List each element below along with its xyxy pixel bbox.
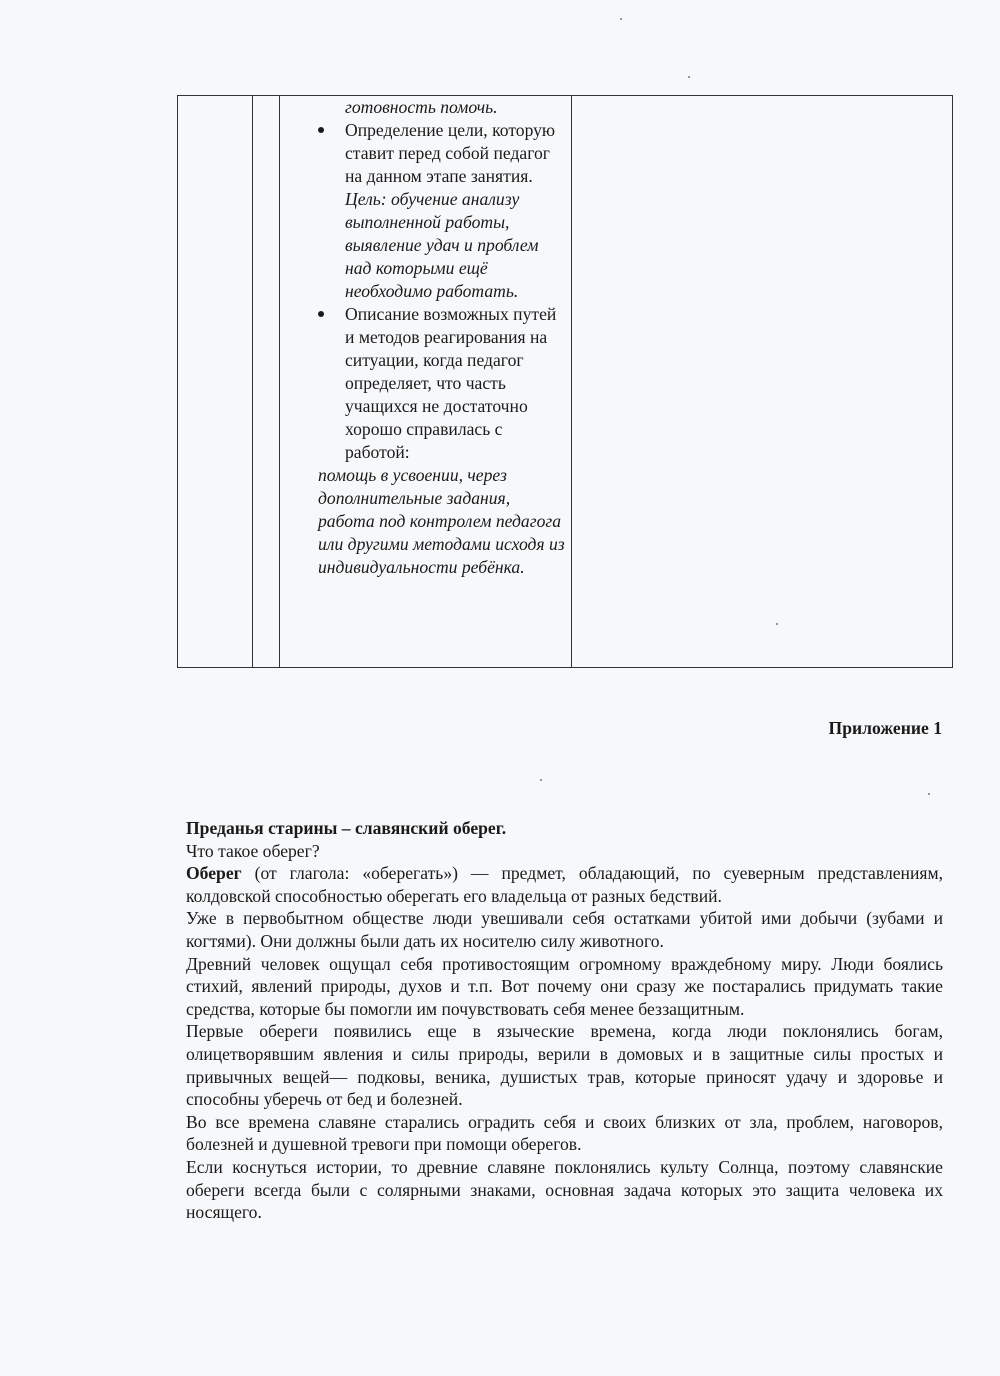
list-item-text: Определение цели, которую ставит перед собой педагог на данном этапе занятия. (345, 120, 556, 186)
bullet-list (284, 119, 566, 464)
list-item (284, 119, 566, 303)
table-column-divider (279, 96, 280, 667)
article-question: Что такое оберег? (186, 840, 320, 861)
paragraph: Если коснуться истории, то древние славяне поклонялись культу Солнца, поэтому славянские обереги всегда были с солярными знаками, основная задача которых это защита человека их носящего. (186, 1156, 943, 1223)
paragraph: Уже в первобытном обществе люди увешивали себя остатками убитой ими добычи (зубами и когтями). Они должны были дать их носителю силу животного. (186, 908, 943, 951)
lesson-table (177, 95, 953, 668)
scan-speck (776, 623, 778, 625)
bullet-icon (318, 127, 324, 133)
appendix-label: Приложение 1 (828, 718, 942, 738)
list-item-text: Описание возможных путей и методов реагирования на ситуации, когда педагог определяет, что часть учащихся не достаточно хорошо справилась с работой: (345, 304, 557, 462)
paragraph: Древний человек ощущал себя противостоящим огромному враждебному миру. Люди боялись стихий, явлений природы, духов и т.п. Вот почему они сразу же постарались придумать такие средства, которые бы помогли им почувствовать себя менее беззащитным. (186, 953, 943, 1019)
definition-paragraph (186, 862, 943, 907)
scan-speck (620, 18, 622, 20)
scan-speck (688, 76, 690, 78)
table-cell-content (284, 96, 566, 579)
article-body (186, 817, 943, 1224)
continued-text: готовность помочь. (345, 97, 498, 117)
scan-speck (540, 779, 542, 781)
definition-term: Оберег (186, 863, 242, 884)
scan-speck (928, 793, 930, 795)
methods-text: помощь в усвоении, через дополнительные задания, работа под контролем педагога или другими методами исходя из индивидуальности ребёнка. (318, 465, 565, 577)
table-column-divider (571, 96, 572, 667)
bullet-icon (318, 311, 324, 317)
definition-text: (от глагола: «оберегать») — предмет, обладающий, по суеверным представлениям, колдовской способностью оберегать его владельца от разных бедствий. (186, 863, 943, 906)
paragraph: Первые обереги появились еще в языческие времена, когда люди поклонялись богам, олицетворявшим явления и силы природы, верили в домовых и в защитные силы простых и привычных вещей— подковы, веника, душистых трав, которые приносят удачу и здоровье и способны уберечь от бед и болезней. (186, 1021, 943, 1110)
list-item-italic: Цель: обучение анализу выполненной работы, выявление удач и проблем над которыми ещё необходимо работать. (345, 189, 539, 301)
article-heading: Преданья старины – славянский оберег. (186, 818, 507, 838)
table-column-divider (252, 96, 253, 667)
paragraph: Во все времена славяне старались оградить себя и своих близких от зла, проблем, наговоров, болезней и душевной тревоги при помощи оберегов. (186, 1111, 943, 1155)
list-item (284, 303, 566, 464)
